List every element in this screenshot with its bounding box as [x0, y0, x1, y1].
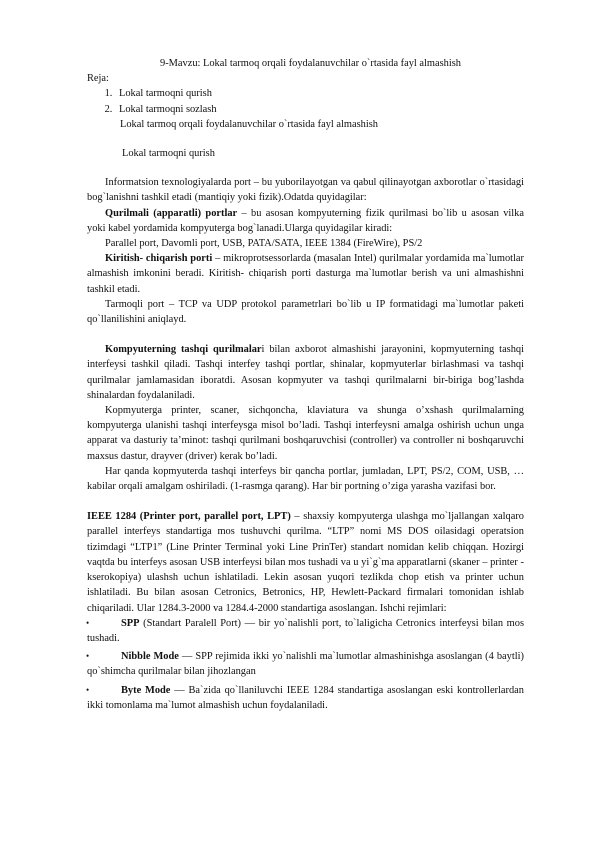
bullet-text: — Ba`zida qo`llaniluvchi IEEE 1284 standartiga asoslangan eski kontrollerlardan ikki tomonlama ma`lumot almashish uchun foydalaniladi.: [87, 684, 524, 711]
paragraph-hardware-ports: [87, 206, 524, 236]
term-hardware-ports: Qurilmali (apparatli) portlar: [105, 207, 238, 219]
paragraph-external-devices: [87, 342, 524, 403]
term-external-devices: Kompyuterning tashqi qurilmalar: [105, 344, 262, 356]
paragraph-port-definition: Informatsion texnologiyalarda port – bu yuborilayotgan va qabul qilinayotgan axborotlar o`rtasidagi bog`lanishni tashkil etadi (mantiqiy yoki fizik).Odatda quyidagilar:: [87, 177, 524, 204]
bullet-icon: •: [86, 684, 90, 695]
spacer: [87, 494, 524, 509]
spacer: [87, 327, 524, 342]
bullet-icon: •: [86, 617, 90, 628]
bullet-item-byte: [87, 683, 524, 713]
term-io-port: Kiritish- chiqarish porti: [105, 253, 213, 265]
paragraph-port-list: Parallel port, Davomli port, USB, PATA/SATA, IEEE 1384 (FireWire), PS/2: [105, 238, 423, 250]
term-spp: SPP: [121, 617, 140, 629]
plan-item: 1. Lokal tarmoqni qurish: [115, 86, 524, 101]
paragraph-interface-example: Kopmyuterga printer, scaner, sichqoncha, klaviatura va shunga o’xshash qurilmalarning kompyuterga ulanishi tashqi interfeysga misol bo’ladi. Tashqi interfeysni amalga oshirish uchun unga apparat va dasturiy ta’minot: tashqi qurilmani boshqaruvchisi (controller) va controller ni boshqaruvchi maxsus dastur, drayver (driver) kerak bo’ladi.: [87, 405, 524, 462]
bullet-text: — SPP rejimida ikki yo`nalishli ma`lumotlar almashinishga asoslangan (4 baytli) qo`shimcha qurilmalar bilan jihozlangan: [87, 651, 524, 678]
term-ieee1284: IEEE 1284 (Printer port, parallel port, LPT): [87, 511, 291, 523]
section-heading: Lokal tarmoqni qurish: [122, 148, 215, 160]
paragraph-text: – shaxsiy kompyuterga ulashga mo`ljallangan xalqaro parallel interfeys standartiga mos tushuvchi qurilma. “LTP” nomi MS DOS oilasidagi operatsion tizimdagi “LTP1” (Line Printer Terminal yoki Line PrinTer) standart nomidan kelib chiqqan. Hozirgi vaqtda bu interfeys asosan USB interfeysi bilan mos tushadi va u yi`g`ma apparatlarni (skaner – printer - kserokopiya) ulashsh uchun ishlatiladi. Lekin asosan yuqori tezlikda chop etish va printer uchun ishlatiladi. Bu bilan asosan Cetronics, Betronics, HP, Hewlett-Packard firmalari tomonidan ishlab chiqariladi. Ular 1284.3-2000 va 1284.4-2000 standartiga asoslangan. Ishchi rejimlari:: [87, 511, 524, 614]
paragraph-text: – mikroprotsessorlarda (masalan Intel) qurilmalar yordamida ma`lumotlar almashish imkonini beradi. Kiritish- chiqarish porti dasturga ma`lumotlar berish va uni almashishni tashkil etadi.: [87, 253, 524, 295]
document-title: 9-Mavzu: Lokal tarmoq orqali foydalanuvchilar o`rtasida fayl almashish: [160, 58, 461, 69]
bullet-text: (Standart Paralell Port) — bir yo`nalishli port, to`laligicha Cetronics interfeysi bilan mos tushadi.: [87, 617, 524, 644]
paragraph-io-port: [87, 251, 524, 297]
paragraph-network-port: Tarmoqli port – TCP va UDP protokol parametrlari bo`lib u IP formatidagi ma`lumotlar paketi qo`llanilishini aniqlayd.: [87, 298, 524, 326]
bullet-item-nibble: [87, 649, 524, 679]
bullet-icon: •: [86, 651, 90, 662]
plan-item-3: Lokal tarmoq orqali foydalanuvchilar o`rtasida fayl almashish: [120, 118, 378, 130]
paragraph-text: – bu asosan kompyuterning fizik qurilmasi bo`lib u asosan vilka yoki kabel yordamida kompyuterga bog`lanadi.Ularga quyidagilar kiradi:: [87, 207, 524, 234]
bullet-item-spp: [87, 616, 524, 646]
paragraph-ieee1284: [87, 509, 524, 615]
term-nibble-mode: Nibble Mode: [121, 651, 179, 663]
plan-list: [87, 86, 524, 116]
term-byte-mode: Byte Mode: [121, 684, 171, 696]
paragraph-text: i bilan axborot almashishi jarayonini, kopmyuterning tashqi interfeysi tashkil qiladi. Tashqi interfey tashqi portlar, shinalar, kopmyuterlar birlashmasi va tashqi qurilmalar jamlamasidan iboratdi. Asosan kopmyuter va tashqi qurilmalarni bir-biriga bog’lashda shinalardan foydalaniladi.: [87, 344, 524, 401]
plan-item: 2. Lokal tarmoqni sozlash: [115, 102, 524, 117]
paragraph-ports-usage: Har qanda kopmyuterda tashqi interfeys bir qancha portlar, jumladan, LPT, PS/2, COM, USB, … kabilar orqali amalgam oshiriladi. (1-rasmga qarang). Har bir portning o’ziga yarasha vazifasi bor.: [87, 465, 524, 493]
plan-label: Reja:: [87, 73, 109, 85]
document-page: [87, 56, 524, 716]
